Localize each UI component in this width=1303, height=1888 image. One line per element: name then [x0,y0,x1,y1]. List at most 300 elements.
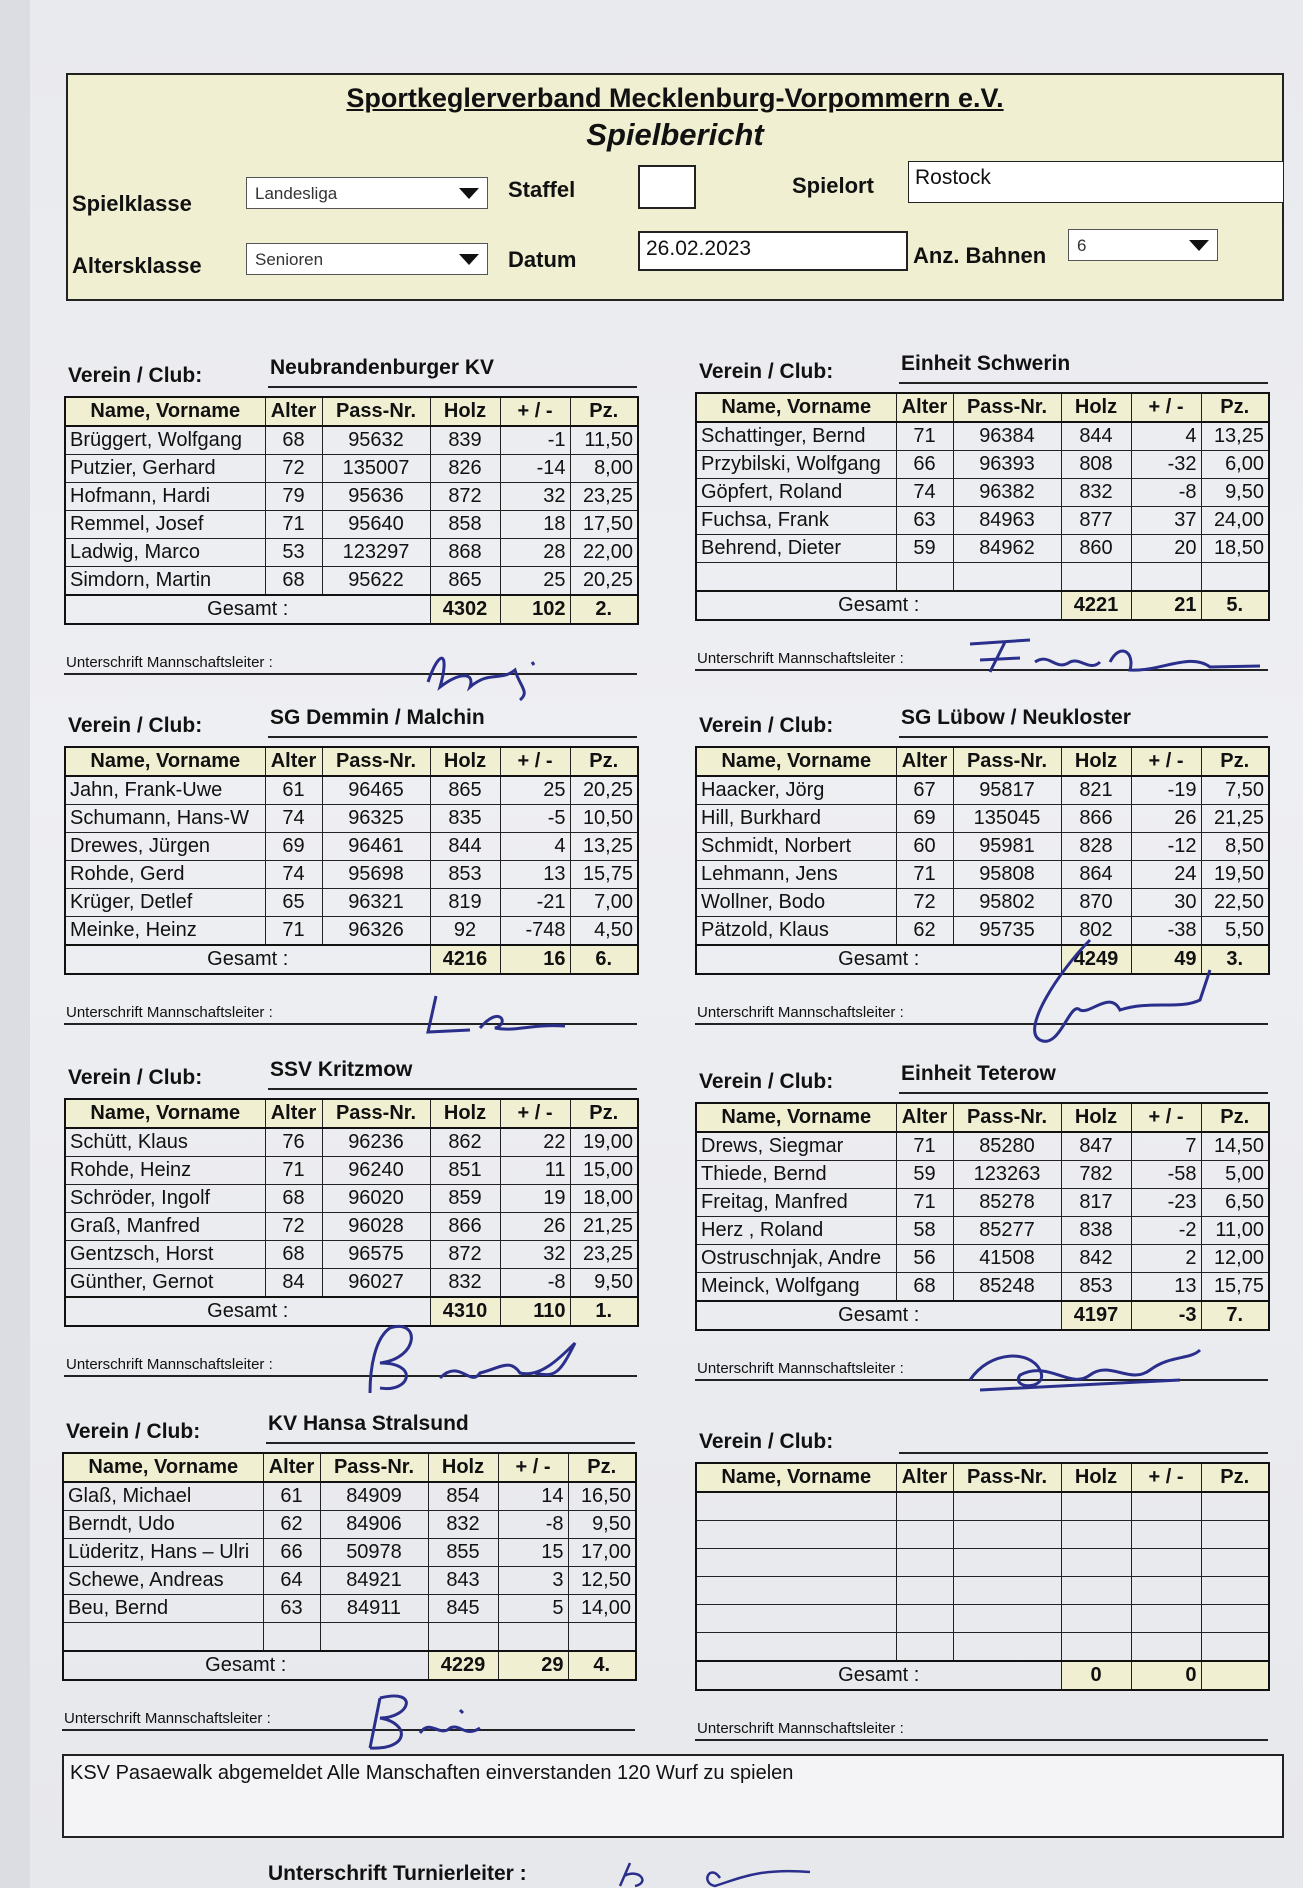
table-cell[interactable] [568,1623,636,1652]
table-cell[interactable]: Günther, Gernot [65,1269,265,1298]
table-cell[interactable]: Gentzsch, Horst [65,1241,265,1269]
table-cell[interactable]: 68 [265,426,322,455]
table-cell[interactable]: 14,00 [568,1595,636,1623]
table-cell[interactable]: 68 [896,1273,953,1302]
table-cell[interactable]: 74 [896,479,953,507]
table-cell[interactable]: 865 [430,567,500,596]
table-cell[interactable]: 69 [265,833,322,861]
table-cell[interactable] [1131,1492,1201,1521]
table-cell[interactable] [896,1492,953,1521]
table-cell[interactable] [953,1521,1061,1549]
table-cell[interactable]: 10,50 [570,805,638,833]
table-cell[interactable]: 84963 [953,507,1061,535]
table-cell[interactable]: 74 [265,805,322,833]
table-cell[interactable] [498,1623,568,1652]
table-cell[interactable] [896,1521,953,1549]
table-cell[interactable]: 71 [896,422,953,451]
table-cell[interactable]: Drewes, Jürgen [65,833,265,861]
table-cell[interactable]: 864 [1061,861,1131,889]
table-cell[interactable] [1131,1549,1201,1577]
table-cell[interactable] [1131,1605,1201,1633]
table-cell[interactable]: 61 [263,1482,320,1511]
table-cell[interactable]: 832 [1061,479,1131,507]
table-cell[interactable]: 24 [1131,861,1201,889]
table-cell[interactable]: 842 [1061,1245,1131,1273]
table-cell[interactable] [428,1623,498,1652]
table-cell[interactable]: 872 [430,1241,500,1269]
table-cell[interactable]: 12,00 [1201,1245,1269,1273]
table-cell[interactable]: Herz , Roland [696,1217,896,1245]
table-cell[interactable]: 85278 [953,1189,1061,1217]
club-name[interactable]: Einheit Schwerin [899,352,1268,384]
table-cell[interactable]: 19,00 [570,1128,638,1157]
table-cell[interactable]: 96575 [322,1241,430,1269]
table-cell[interactable]: 839 [430,426,500,455]
table-cell[interactable]: 79 [265,483,322,511]
club-name[interactable]: Einheit Teterow [899,1062,1268,1094]
table-cell[interactable]: 845 [428,1595,498,1623]
table-cell[interactable]: -8 [1131,479,1201,507]
table-cell[interactable] [953,1605,1061,1633]
table-cell[interactable]: -1 [500,426,570,455]
table-cell[interactable]: -23 [1131,1189,1201,1217]
table-cell[interactable] [896,1577,953,1605]
table-cell[interactable]: Rohde, Heinz [65,1157,265,1185]
table-cell[interactable]: 877 [1061,507,1131,535]
table-cell[interactable]: -58 [1131,1161,1201,1189]
table-cell[interactable]: 14 [498,1482,568,1511]
table-cell[interactable]: 95808 [953,861,1061,889]
table-cell[interactable]: 28 [500,539,570,567]
table-cell[interactable]: -19 [1131,776,1201,805]
table-cell[interactable]: Schmidt, Norbert [696,833,896,861]
table-cell[interactable]: 808 [1061,451,1131,479]
table-cell[interactable]: 862 [430,1128,500,1157]
table-cell[interactable]: 84 [265,1269,322,1298]
table-cell[interactable]: 17,50 [570,511,638,539]
table-cell[interactable]: Meinck, Wolfgang [696,1273,896,1302]
table-cell[interactable]: Hofmann, Hardi [65,483,265,511]
table-cell[interactable]: 6,50 [1201,1189,1269,1217]
table-cell[interactable]: 59 [896,535,953,563]
table-cell[interactable]: 5,50 [1201,917,1269,946]
table-cell[interactable]: Ostruschnjak, Andre [696,1245,896,1273]
table-cell[interactable]: Glaß, Michael [63,1482,263,1511]
table-cell[interactable]: Fuchsa, Frank [696,507,896,535]
table-cell[interactable] [696,1492,896,1521]
table-cell[interactable]: 7,50 [1201,776,1269,805]
table-cell[interactable] [1061,563,1131,592]
table-cell[interactable]: 13,25 [1201,422,1269,451]
table-cell[interactable]: Lüderitz, Hans – Ulri [63,1539,263,1567]
table-cell[interactable]: Krüger, Detlef [65,889,265,917]
table-cell[interactable]: Putzier, Gerhard [65,455,265,483]
table-cell[interactable] [1131,1577,1201,1605]
table-cell[interactable] [696,1549,896,1577]
table-cell[interactable]: Rohde, Gerd [65,861,265,889]
table-cell[interactable] [1201,1577,1269,1605]
table-cell[interactable]: 853 [430,861,500,889]
table-cell[interactable]: 71 [265,917,322,946]
table-cell[interactable]: 68 [265,1241,322,1269]
table-cell[interactable]: 95636 [322,483,430,511]
table-cell[interactable]: -8 [500,1269,570,1298]
table-cell[interactable]: 61 [265,776,322,805]
table-cell[interactable]: 56 [896,1245,953,1273]
table-cell[interactable]: 9,50 [1201,479,1269,507]
table-cell[interactable] [896,1633,953,1662]
table-cell[interactable] [1131,563,1201,592]
table-cell[interactable]: 18,50 [1201,535,1269,563]
table-cell[interactable]: 868 [430,539,500,567]
table-cell[interactable]: 17,00 [568,1539,636,1567]
table-cell[interactable]: 76 [265,1128,322,1157]
table-cell[interactable] [1061,1633,1131,1662]
table-cell[interactable]: 53 [265,539,322,567]
spielklasse-select[interactable] [246,177,488,209]
table-cell[interactable] [1061,1605,1131,1633]
table-cell[interactable]: 60 [896,833,953,861]
staffel-field[interactable] [638,165,696,209]
table-cell[interactable]: 8,00 [570,455,638,483]
table-cell[interactable]: 71 [265,1157,322,1185]
table-cell[interactable]: 41508 [953,1245,1061,1273]
altersklasse-select[interactable] [246,243,488,275]
table-cell[interactable]: 26 [500,1213,570,1241]
table-cell[interactable]: 24,00 [1201,507,1269,535]
table-cell[interactable] [1061,1549,1131,1577]
table-cell[interactable]: 8,50 [1201,833,1269,861]
table-cell[interactable]: 66 [896,451,953,479]
table-cell[interactable]: -21 [500,889,570,917]
table-cell[interactable]: 844 [1061,422,1131,451]
table-cell[interactable]: 843 [428,1567,498,1595]
table-cell[interactable]: Jahn, Frank-Uwe [65,776,265,805]
table-cell[interactable]: 23,25 [570,1241,638,1269]
club-name[interactable]: Neubrandenburger KV [268,356,637,388]
table-cell[interactable]: 870 [1061,889,1131,917]
table-cell[interactable]: 832 [430,1269,500,1298]
table-cell[interactable]: Beu, Bernd [63,1595,263,1623]
table-cell[interactable]: 32 [500,1241,570,1269]
table-cell[interactable]: 96027 [322,1269,430,1298]
club-name[interactable]: SG Demmin / Malchin [268,706,637,738]
table-cell[interactable]: Wollner, Bodo [696,889,896,917]
table-cell[interactable]: 866 [430,1213,500,1241]
table-cell[interactable]: -38 [1131,917,1201,946]
table-cell[interactable]: 84921 [320,1567,428,1595]
table-cell[interactable] [1201,563,1269,592]
table-cell[interactable]: -32 [1131,451,1201,479]
table-cell[interactable]: 18 [500,511,570,539]
table-cell[interactable]: 95735 [953,917,1061,946]
table-cell[interactable]: 123297 [322,539,430,567]
table-cell[interactable]: -14 [500,455,570,483]
table-cell[interactable]: 62 [263,1511,320,1539]
table-cell[interactable]: 853 [1061,1273,1131,1302]
table-cell[interactable]: 96236 [322,1128,430,1157]
table-cell[interactable]: 19 [500,1185,570,1213]
table-cell[interactable] [696,1605,896,1633]
table-cell[interactable]: 74 [265,861,322,889]
remarks-box[interactable]: KSV Pasaewalk abgemeldet Alle Manschaften einverstanden 120 Wurf zu spielen [62,1754,1284,1838]
table-cell[interactable]: 72 [265,1213,322,1241]
table-cell[interactable]: 85280 [953,1132,1061,1161]
table-cell[interactable]: 832 [428,1511,498,1539]
table-cell[interactable]: 63 [263,1595,320,1623]
table-cell[interactable]: 84962 [953,535,1061,563]
table-cell[interactable]: 84911 [320,1595,428,1623]
table-cell[interactable]: 782 [1061,1161,1131,1189]
table-cell[interactable]: 13,25 [570,833,638,861]
table-cell[interactable]: 84906 [320,1511,428,1539]
table-cell[interactable]: 4 [500,833,570,861]
table-cell[interactable]: 22,50 [1201,889,1269,917]
table-cell[interactable]: 16,50 [568,1482,636,1511]
table-cell[interactable]: Meinke, Heinz [65,917,265,946]
table-cell[interactable] [896,1605,953,1633]
table-cell[interactable] [696,563,896,592]
table-cell[interactable]: 66 [263,1539,320,1567]
table-cell[interactable]: Schröder, Ingolf [65,1185,265,1213]
table-cell[interactable]: 2 [1131,1245,1201,1273]
table-cell[interactable]: 96465 [322,776,430,805]
table-cell[interactable]: 9,50 [568,1511,636,1539]
table-cell[interactable] [953,1633,1061,1662]
table-cell[interactable]: 58 [896,1217,953,1245]
table-cell[interactable]: 37 [1131,507,1201,535]
table-cell[interactable]: 821 [1061,776,1131,805]
table-cell[interactable]: Freitag, Manfred [696,1189,896,1217]
table-cell[interactable]: 96240 [322,1157,430,1185]
table-cell[interactable]: 72 [265,455,322,483]
table-cell[interactable]: 72 [896,889,953,917]
table-cell[interactable] [953,1549,1061,1577]
table-cell[interactable]: 866 [1061,805,1131,833]
table-cell[interactable]: 4 [1131,422,1201,451]
table-cell[interactable]: 96393 [953,451,1061,479]
table-cell[interactable]: 838 [1061,1217,1131,1245]
table-cell[interactable]: 25 [500,776,570,805]
table-cell[interactable]: 96325 [322,805,430,833]
table-cell[interactable]: -8 [498,1511,568,1539]
table-cell[interactable]: 96028 [322,1213,430,1241]
table-cell[interactable] [1131,1633,1201,1662]
table-cell[interactable]: 23,25 [570,483,638,511]
signature-line[interactable] [695,1691,1268,1741]
table-cell[interactable]: -12 [1131,833,1201,861]
table-cell[interactable] [1201,1549,1269,1577]
table-cell[interactable]: Schütt, Klaus [65,1128,265,1157]
table-cell[interactable]: 96326 [322,917,430,946]
table-cell[interactable]: 65 [265,889,322,917]
table-cell[interactable]: 84909 [320,1482,428,1511]
table-cell[interactable]: Przybilski, Wolfgang [696,451,896,479]
table-cell[interactable]: 95981 [953,833,1061,861]
table-cell[interactable]: 71 [896,1189,953,1217]
table-cell[interactable]: Drews, Siegmar [696,1132,896,1161]
table-cell[interactable]: 71 [896,1132,953,1161]
table-cell[interactable]: 21,25 [1201,805,1269,833]
table-cell[interactable]: Brüggert, Wolfgang [65,426,265,455]
table-cell[interactable]: 22 [500,1128,570,1157]
table-cell[interactable]: 25 [500,567,570,596]
table-cell[interactable]: 63 [896,507,953,535]
table-cell[interactable]: 19,50 [1201,861,1269,889]
table-cell[interactable]: 95698 [322,861,430,889]
spielort-field[interactable]: Rostock [908,161,1284,203]
table-cell[interactable]: 6,00 [1201,451,1269,479]
table-cell[interactable] [1201,1492,1269,1521]
table-cell[interactable]: Simdorn, Martin [65,567,265,596]
table-cell[interactable]: 71 [896,861,953,889]
table-cell[interactable]: -748 [500,917,570,946]
table-cell[interactable]: 64 [263,1567,320,1595]
table-cell[interactable]: 859 [430,1185,500,1213]
table-cell[interactable]: 96382 [953,479,1061,507]
table-cell[interactable]: 858 [430,511,500,539]
table-cell[interactable]: 32 [500,483,570,511]
club-name[interactable]: SG Lübow / Neukloster [899,706,1268,738]
table-cell[interactable]: 844 [430,833,500,861]
table-cell[interactable] [696,1577,896,1605]
table-cell[interactable]: 95622 [322,567,430,596]
table-cell[interactable]: 95817 [953,776,1061,805]
table-cell[interactable]: 71 [265,511,322,539]
table-cell[interactable]: 854 [428,1482,498,1511]
table-cell[interactable]: 12,50 [568,1567,636,1595]
table-cell[interactable] [1201,1633,1269,1662]
table-cell[interactable]: 851 [430,1157,500,1185]
table-cell[interactable]: 62 [896,917,953,946]
table-cell[interactable] [696,1521,896,1549]
table-cell[interactable]: 85248 [953,1273,1061,1302]
table-cell[interactable]: 13 [1131,1273,1201,1302]
table-cell[interactable]: 67 [896,776,953,805]
table-cell[interactable]: 11,50 [570,426,638,455]
table-cell[interactable]: 22,00 [570,539,638,567]
table-cell[interactable]: 865 [430,776,500,805]
table-cell[interactable]: 68 [265,1185,322,1213]
table-cell[interactable]: 26 [1131,805,1201,833]
club-name[interactable]: KV Hansa Stralsund [266,1412,635,1444]
table-cell[interactable]: Schumann, Hans-W [65,805,265,833]
table-cell[interactable]: 5,00 [1201,1161,1269,1189]
table-cell[interactable]: Pätzold, Klaus [696,917,896,946]
table-cell[interactable]: 95802 [953,889,1061,917]
table-cell[interactable]: Göpfert, Roland [696,479,896,507]
table-cell[interactable]: 817 [1061,1189,1131,1217]
signature-line[interactable] [62,1681,635,1731]
table-cell[interactable] [63,1623,263,1652]
table-cell[interactable] [696,1633,896,1662]
table-cell[interactable]: 123263 [953,1161,1061,1189]
table-cell[interactable]: 96384 [953,422,1061,451]
table-cell[interactable] [1061,1492,1131,1521]
table-cell[interactable]: 819 [430,889,500,917]
bahnen-select[interactable] [1068,229,1218,261]
table-cell[interactable]: 96321 [322,889,430,917]
table-cell[interactable]: 13 [500,861,570,889]
table-cell[interactable]: 15,75 [570,861,638,889]
table-cell[interactable]: 11,00 [1201,1217,1269,1245]
datum-field[interactable]: 26.02.2023 [638,231,908,271]
table-cell[interactable]: 15 [498,1539,568,1567]
table-cell[interactable]: 20,25 [570,567,638,596]
table-cell[interactable] [1131,1521,1201,1549]
table-cell[interactable]: 860 [1061,535,1131,563]
table-cell[interactable]: 69 [896,805,953,833]
table-cell[interactable] [953,563,1061,592]
table-cell[interactable]: Haacker, Jörg [696,776,896,805]
table-cell[interactable]: Remmel, Josef [65,511,265,539]
table-cell[interactable]: 95640 [322,511,430,539]
table-cell[interactable]: 85277 [953,1217,1061,1245]
table-cell[interactable] [953,1492,1061,1521]
table-cell[interactable]: 3 [498,1567,568,1595]
table-cell[interactable]: 5 [498,1595,568,1623]
table-cell[interactable]: 18,00 [570,1185,638,1213]
table-cell[interactable]: 21,25 [570,1213,638,1241]
club-name[interactable]: SSV Kritzmow [268,1058,637,1090]
table-cell[interactable]: Lehmann, Jens [696,861,896,889]
table-cell[interactable]: 92 [430,917,500,946]
table-cell[interactable]: 828 [1061,833,1131,861]
club-name[interactable] [899,1422,1268,1454]
table-cell[interactable]: 11 [500,1157,570,1185]
table-cell[interactable]: 835 [430,805,500,833]
table-cell[interactable] [953,1577,1061,1605]
table-cell[interactable]: 802 [1061,917,1131,946]
table-cell[interactable]: -5 [500,805,570,833]
table-cell[interactable]: 847 [1061,1132,1131,1161]
table-cell[interactable] [1061,1577,1131,1605]
table-cell[interactable]: 96020 [322,1185,430,1213]
table-cell[interactable] [1061,1521,1131,1549]
table-cell[interactable] [320,1623,428,1652]
table-cell[interactable]: 15,00 [570,1157,638,1185]
table-cell[interactable]: 135045 [953,805,1061,833]
table-cell[interactable]: Hill, Burkhard [696,805,896,833]
table-cell[interactable]: 135007 [322,455,430,483]
table-cell[interactable] [1201,1521,1269,1549]
table-cell[interactable] [263,1623,320,1652]
table-cell[interactable]: 14,50 [1201,1132,1269,1161]
table-cell[interactable]: Graß, Manfred [65,1213,265,1241]
table-cell[interactable]: 872 [430,483,500,511]
table-cell[interactable]: Ladwig, Marco [65,539,265,567]
table-cell[interactable]: 20 [1131,535,1201,563]
table-cell[interactable]: 7 [1131,1132,1201,1161]
table-cell[interactable]: 50978 [320,1539,428,1567]
table-cell[interactable]: 855 [428,1539,498,1567]
table-cell[interactable]: Behrend, Dieter [696,535,896,563]
table-cell[interactable]: 4,50 [570,917,638,946]
table-cell[interactable]: 59 [896,1161,953,1189]
table-cell[interactable]: 15,75 [1201,1273,1269,1302]
table-cell[interactable]: Schattinger, Bernd [696,422,896,451]
table-cell[interactable]: 68 [265,567,322,596]
table-cell[interactable]: 96461 [322,833,430,861]
table-cell[interactable] [896,1549,953,1577]
table-cell[interactable]: 7,00 [570,889,638,917]
table-cell[interactable]: 826 [430,455,500,483]
table-cell[interactable]: Thiede, Bernd [696,1161,896,1189]
table-cell[interactable] [1201,1605,1269,1633]
table-cell[interactable]: 30 [1131,889,1201,917]
table-cell[interactable] [896,563,953,592]
table-cell[interactable]: 9,50 [570,1269,638,1298]
